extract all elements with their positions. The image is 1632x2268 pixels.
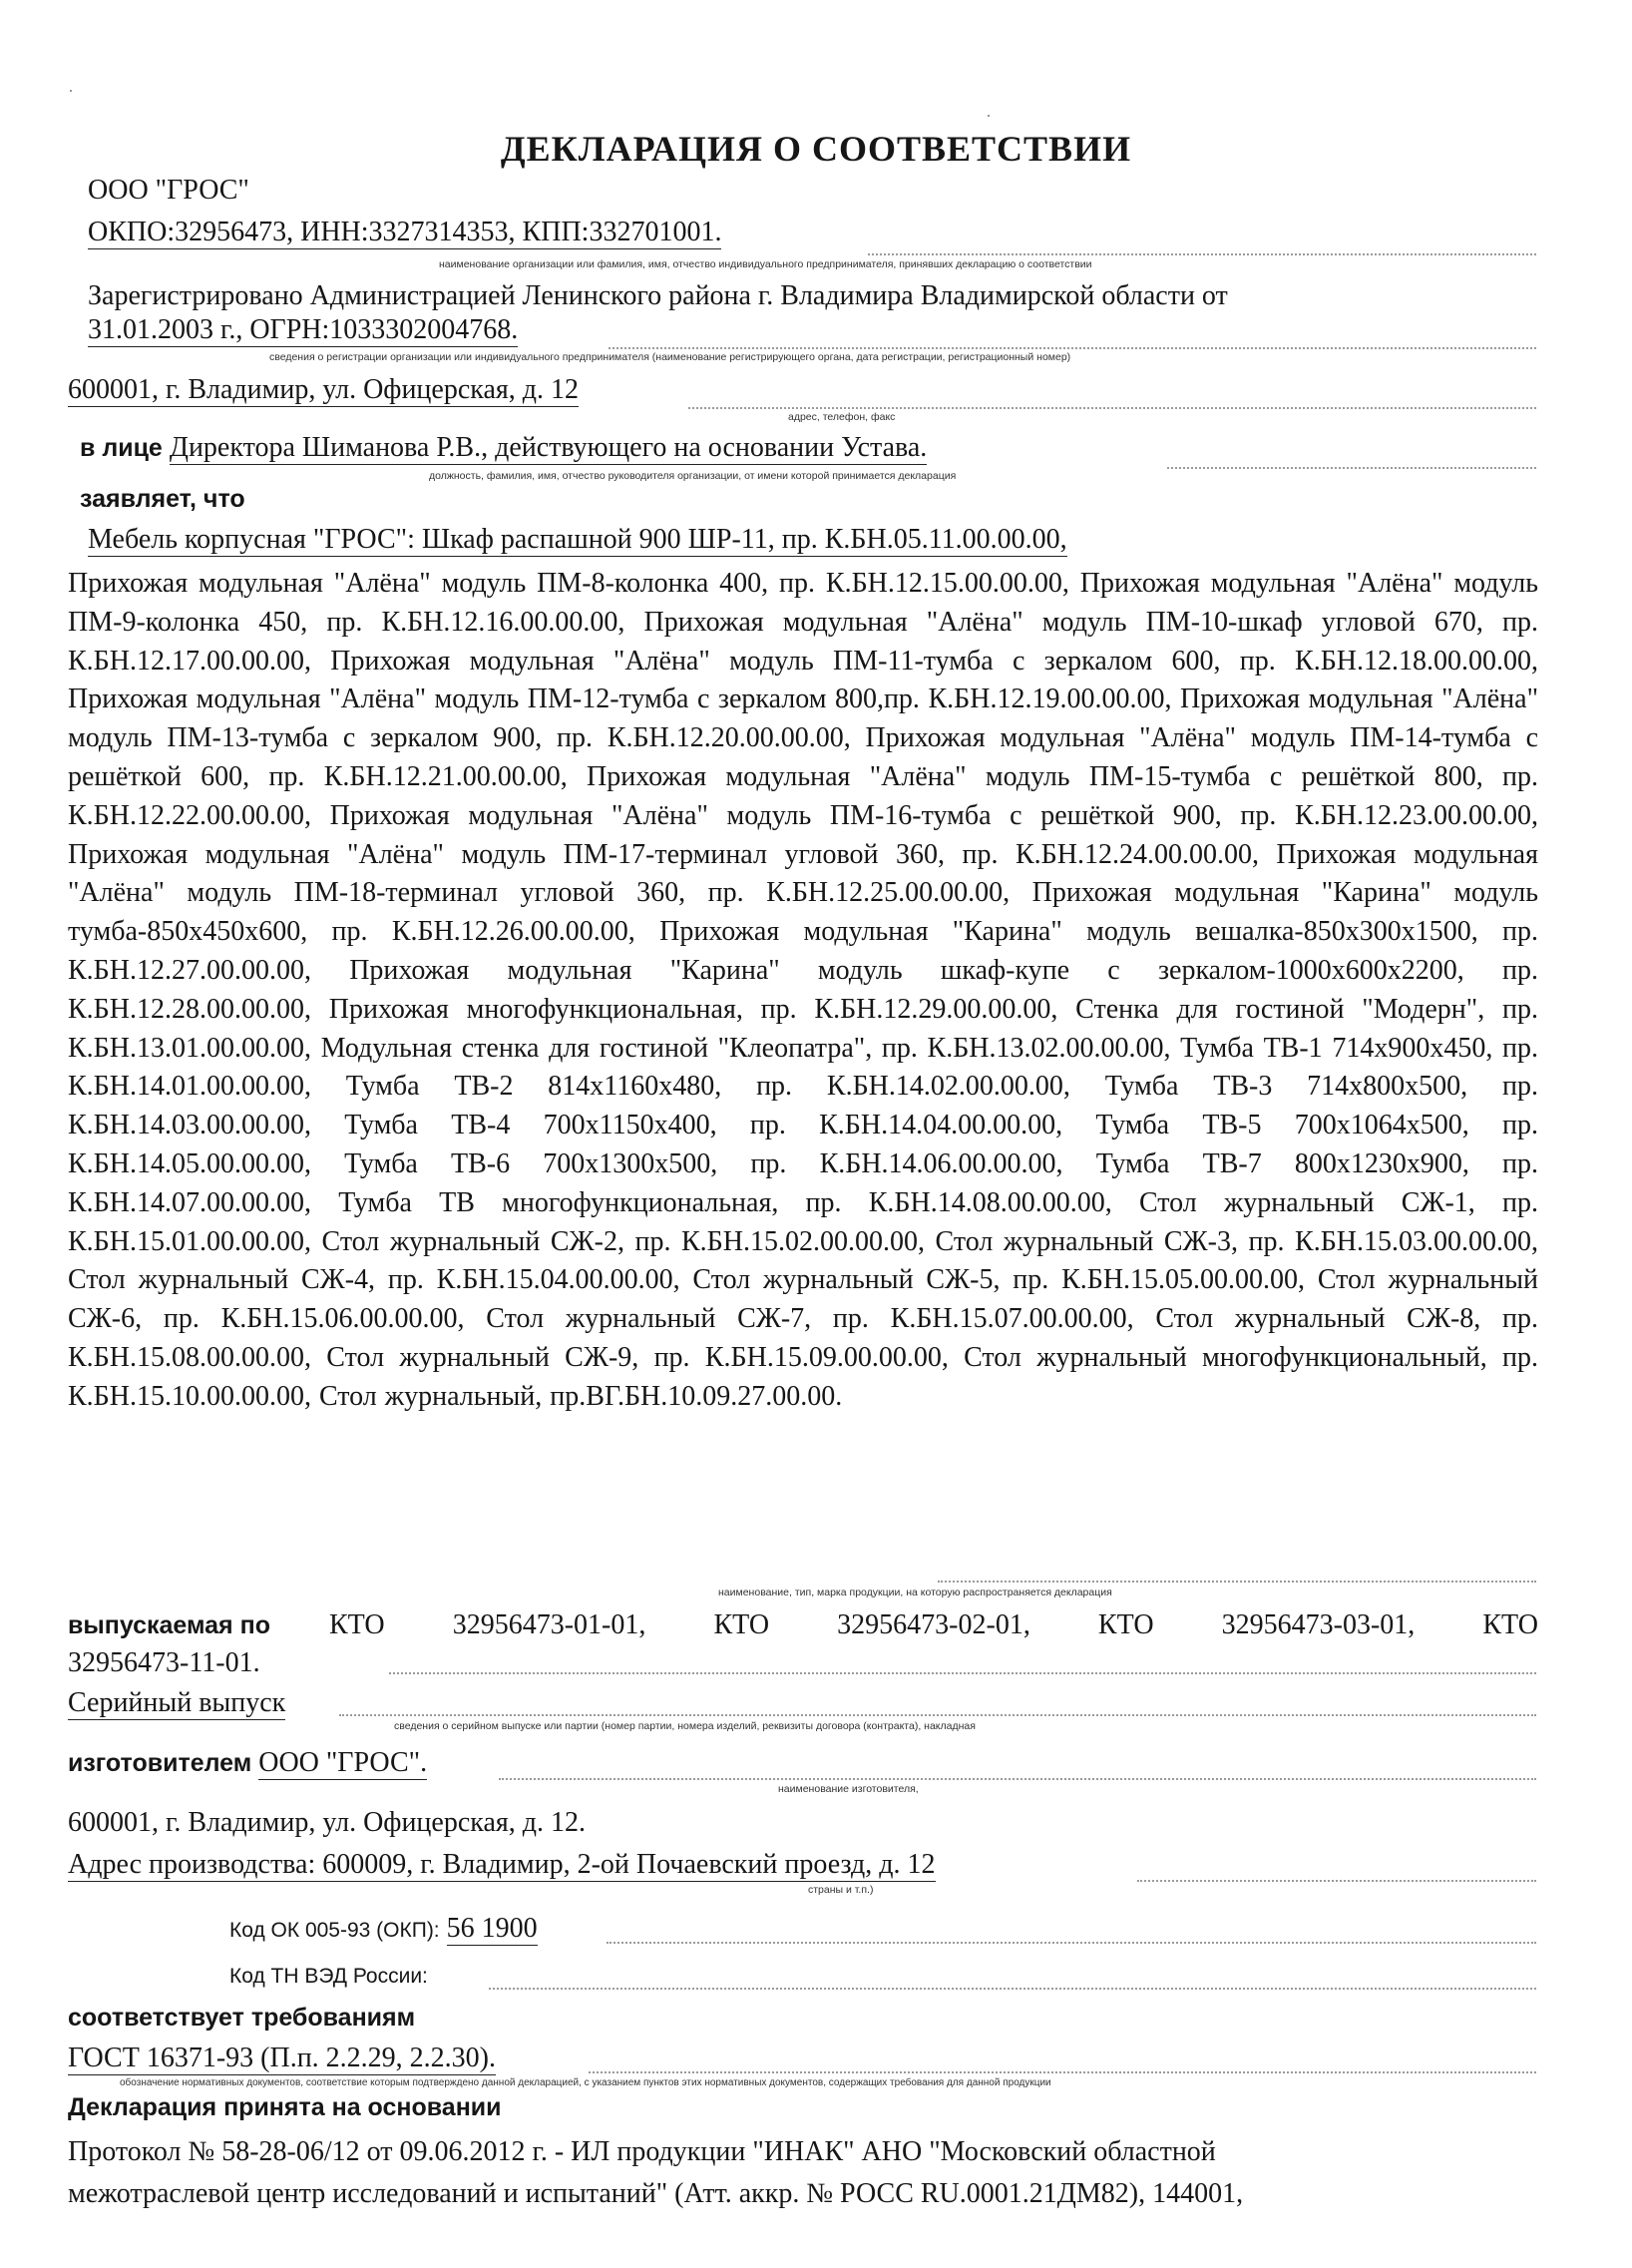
okp-row — [229, 1912, 538, 1948]
okp-label: Код ОК 005-93 (ОКП): — [229, 1919, 440, 1942]
fill-line — [609, 347, 1536, 349]
caption-registration: сведения о регистрации организации или индивидуального предпринимателя (наименование регистрирующего органа, дата регистрации, регистрационный номер) — [269, 351, 1071, 363]
scan-speck — [70, 90, 72, 92]
registration-line-2-text: 31.01.2003 г., ОГРН:1033302004768. — [88, 314, 519, 345]
caption-standard: обозначение нормативных документов, соответствие которым подтверждено данной декларацией, с указанием пунктов этих нормативных документов, содержащих требования для данной продукции — [120, 2077, 1051, 2088]
manufacturer-value: ООО "ГРОС". — [258, 1747, 428, 1778]
produced-label: выпускаемая по — [68, 1611, 270, 1639]
product-first-line-text: Мебель корпусная "ГРОС": Шкаф распашной 900 ШР-11, пр. К.БН.05.11.00.00.00, — [88, 524, 1067, 555]
fill-line — [389, 1672, 1536, 1674]
caption-manufacturer: наименование изготовителя, — [778, 1783, 919, 1795]
complies-label: соответствует требованиям — [68, 2004, 416, 2032]
produced-row — [68, 1608, 270, 1642]
tnved-row — [229, 1958, 428, 1994]
fill-line — [339, 1714, 1536, 1716]
produced-value: КТО 32956473-01-01, КТО 32956473-02-01, КТО 32956473-03-01, КТО — [329, 1609, 1538, 1640]
scan-speck — [988, 115, 990, 117]
org-address-text: 600001, г. Владимир, ул. Офицерская, д. 12 — [68, 374, 579, 405]
production-address-text: Адрес производства: 600009, г. Владимир, 2-ой Почаевский проезд, д. 12 — [68, 1849, 936, 1880]
manufacturer-address: 600001, г. Владимир, ул. Офицерская, д. 12. — [68, 1807, 586, 1838]
okp-value: 56 1900 — [446, 1913, 538, 1944]
serial-row — [68, 1686, 285, 1720]
caption-serial: сведения о серийном выпуске или партии (номер партии, номера изделий, реквизиты договора (контракта), накладная — [394, 1720, 976, 1732]
represented-label: в лице — [80, 434, 163, 462]
org-address — [68, 373, 579, 407]
fill-line — [589, 2071, 1536, 2073]
fill-line — [1137, 1880, 1536, 1882]
serial-text: Серийный выпуск — [68, 1687, 286, 1718]
manufacturer-row — [68, 1746, 427, 1780]
caption-country: страны и т.п.) — [808, 1884, 874, 1896]
fill-line — [688, 407, 1536, 409]
document-title: ДЕКЛАРАЦИЯ О СООТВЕТСТВИИ — [500, 129, 1132, 169]
represented-value: Директора Шиманова Р.В., действующего на основании Устава. — [169, 432, 928, 463]
standard-text: ГОСТ 16371-93 (П.п. 2.2.29, 2.2.30). — [68, 2042, 497, 2073]
produced-value-2: 32956473-11-01. — [68, 1647, 260, 1678]
caption-represented: должность, фамилия, имя, отчество руководителя организации, от имени которой принимается декларация — [429, 470, 957, 482]
fill-line — [868, 253, 1536, 255]
caption-address: адрес, телефон, факс — [788, 411, 896, 423]
org-codes-text: ОКПО:32956473, ИНН:3327314353, КПП:332701001. — [88, 217, 722, 247]
fill-line — [1167, 467, 1536, 469]
fill-line — [489, 1988, 1536, 1990]
registration-line-1: Зарегистрировано Администрацией Ленинского района г. Владимира Владимирской области от — [88, 280, 1228, 311]
fill-line — [938, 1581, 1536, 1583]
fill-line — [499, 1778, 1536, 1780]
product-list: Прихожая модульная "Алёна" модуль ПМ-8-колонка 400, пр. К.БН.12.15.00.00.00, Прихожая модульная "Алёна" модуль ПМ-9-колонка 450, пр. К.БН.12.16.00.00.00, Прихожая модульная "Алёна" модуль ПМ-10-шкаф угловой 670, пр. К.БН.12.17.00.00.00, Прихожая модульная "Алёна" модуль ПМ-11-тумба с зеркалом 600, пр. К.БН.12.18.00.00.00, Прихожая модульная "Алёна" модуль ПМ-12-тумба с зеркалом 800,пр. К.БН.12.19.00.00.00, Прихожая модульная "Алёна" модуль ПМ-13-тумба с зеркалом 900, пр. К.БН.12.20.00.00.00, Прихожая модульная "Алёна" модуль ПМ-14-тумба с решёткой 600, пр. К.БН.12.21.00.00.00, Прихожая модульная "Алёна" модуль ПМ-15-тумба с решёткой 800, пр. К.БН.12.22.00.00.00, Прихожая модульная "Алёна" модуль ПМ-16-тумба с решёткой 900, пр. К.БН.12.23.00.00.00, Прихожая модульная "Алёна" модуль ПМ-17-терминал угловой 360, пр. К.БН.12.24.00.00.00, Прихожая модульная "Алёна" модуль ПМ-18-терминал угловой 360, пр. К.БН.12.25.00.00.00, Прихожая модульная "Карина" модуль тумба-850х450х600, пр. К.БН.12.26.00.00.00, Прихожая модульная "Карина" модуль вешалка-850х300х1500, пр. К.БН.12.27.00.00.00, Прихожая модульная "Карина" модуль шкаф-купе с зеркалом-1000х600х2200, пр. К.БН.12.28.00.00.00, Прихожая многофункциональная, пр. К.БН.12.29.00.00.00, Стенка для гостиной "Модерн", пр. К.БН.13.01.00.00.00, Модульная стенка для гостиной "Клеопатра", пр. К.БН.13.02.00.00.00, Тумба ТВ-1 714х900х450, пр. К.БН.14.01.00.00.00, Тумба ТВ-2 814х1160х480, пр. К.БН.14.02.00.00.00, Тумба ТВ-3 714х800х500, пр. К.БН.14.03.00.00.00, Тумба ТВ-4 700х1150х400, пр. К.БН.14.04.00.00.00, Тумба ТВ-5 700х1064х500, пр. К.БН.14.05.00.00.00, Тумба ТВ-6 700х1300х500, пр. К.БН.14.06.00.00.00, Тумба ТВ-7 800х1230х900, пр. К.БН.14.07.00.00.00, Тумба ТВ многофункциональная, пр. К.БН.14.08.00.00.00, Стол журнальный СЖ-1, пр. К.БН.15.01.00.00.00, Стол журнальный СЖ-2, пр. К.БН.15.02.00.00.00, Стол журнальный СЖ-3, пр. К.БН.15.03.00.00.00, Стол журнальный СЖ-4, пр. К.БН.15.04.00.00.00, Стол журнальный СЖ-5, пр. К.БН.15.05.00.00.00, Стол журнальный СЖ-6, пр. К.БН.15.06.00.00.00, Стол журнальный СЖ-7, пр. К.БН.15.07.00.00.00, Стол журнальный СЖ-8, пр. К.БН.15.08.00.00.00, Стол журнальный СЖ-9, пр. К.БН.15.09.00.00.00, Стол журнальный многофункциональный, пр. К.БН.15.10.00.00.00, Стол журнальный, пр.ВГ.БН.10.09.27.00.00. — [68, 568, 1538, 1412]
declares-label: заявляет, что — [80, 485, 245, 513]
standard-row — [68, 2041, 496, 2075]
production-address — [68, 1848, 936, 1882]
manufacturer-label: изготовителем — [68, 1749, 252, 1777]
product-first-line — [88, 523, 1067, 557]
caption-org: наименование организации или фамилия, имя, отчество индивидуального предпринимателя, принявших декларацию о соответствии — [439, 258, 1092, 270]
fill-line — [607, 1942, 1536, 1944]
basis-line-1: Протокол № 58-28-06/12 от 09.06.2012 г. - ИЛ продукции "ИНАК" АНО "Московский областной — [68, 2136, 1216, 2167]
org-codes — [88, 216, 721, 249]
registration-line-2 — [88, 313, 518, 347]
basis-label: Декларация принята на основании — [68, 2093, 502, 2121]
tnved-label: Код ТН ВЭД России: — [229, 1965, 428, 1988]
basis-line-2: межотраслевой центр исследований и испытаний" (Атт. аккр. № РОСС RU.0001.21ДМ82), 144001, — [68, 2178, 1244, 2209]
represented-row — [80, 431, 927, 465]
org-name: ООО "ГРОС" — [88, 175, 249, 206]
caption-product: наименование, тип, марка продукции, на которую распространяется декларация — [718, 1587, 1112, 1598]
